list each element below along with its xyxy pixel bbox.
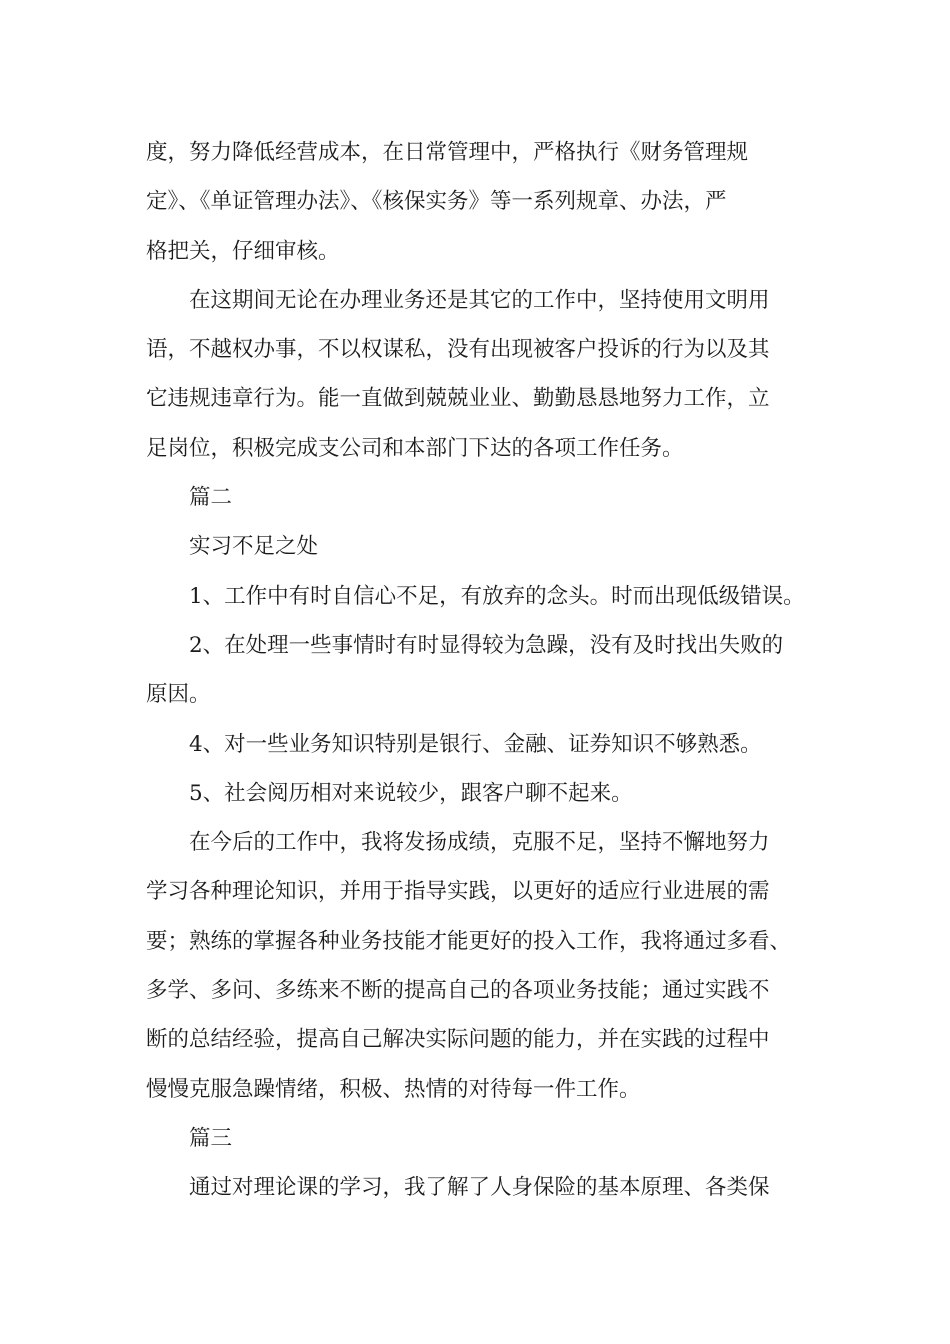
list-item: 1、工作中有时自信心不足，有放弃的念头。时而出现低级错误。 [189, 583, 805, 609]
text-line: 断的总结经验，提高自己解决实际问题的能力，并在实践的过程中 [146, 1027, 770, 1053]
text-line: 格把关，仔细审核。 [146, 238, 340, 264]
text-line: 要；熟练的掌握各种业务技能才能更好的投入工作，我将通过多看、 [146, 928, 792, 954]
text-line: 语，不越权办事，不以权谋私，没有出现被客户投诉的行为以及其 [146, 337, 770, 363]
text-line: 度，努力降低经营成本，在日常管理中，严格执行《财务管理规 [146, 140, 749, 165]
text-line: 原因。 [146, 682, 211, 708]
list-item: 2、在处理一些事情时有时显得较为急躁，没有及时找出失败的 [189, 632, 784, 658]
text-line: 在这期间无论在办理业务还是其它的工作中，坚持使用文明用 [189, 287, 770, 313]
text-line: 定》、《单证管理办法》、《核保实务》等一系列规章、办法，严 [146, 189, 727, 215]
text-line: 它违规违章行为。能一直做到兢兢业业、勤勤恳恳地努力工作，立 [146, 386, 770, 412]
text-line: 通过对理论课的学习，我了解了人身保险的基本原理、各类保 [189, 1175, 770, 1201]
text-line: 慢慢克服急躁情绪，积极、热情的对待每一件工作。 [146, 1076, 641, 1102]
section-heading: 篇二 [189, 485, 233, 511]
list-item: 5、社会阅历相对来说较少，跟客户聊不起来。 [189, 780, 633, 806]
section-heading: 篇三 [189, 1125, 233, 1151]
text-line: 学习各种理论知识，并用于指导实践，以更好的适应行业进展的需 [146, 879, 770, 905]
text-line: 在今后的工作中，我将发扬成绩，克服不足，坚持不懈地努力 [189, 830, 770, 856]
subsection-heading: 实习不足之处 [189, 534, 319, 560]
document-body [146, 128, 816, 1213]
list-item: 4、对一些业务知识特别是银行、金融、证券知识不够熟悉。 [189, 731, 762, 757]
text-line: 多学、多问、多练来不断的提高自己的各项业务技能；通过实践不 [146, 978, 770, 1004]
text-line: 足岗位，积极完成支公司和本部门下达的各项工作任务。 [146, 435, 684, 461]
